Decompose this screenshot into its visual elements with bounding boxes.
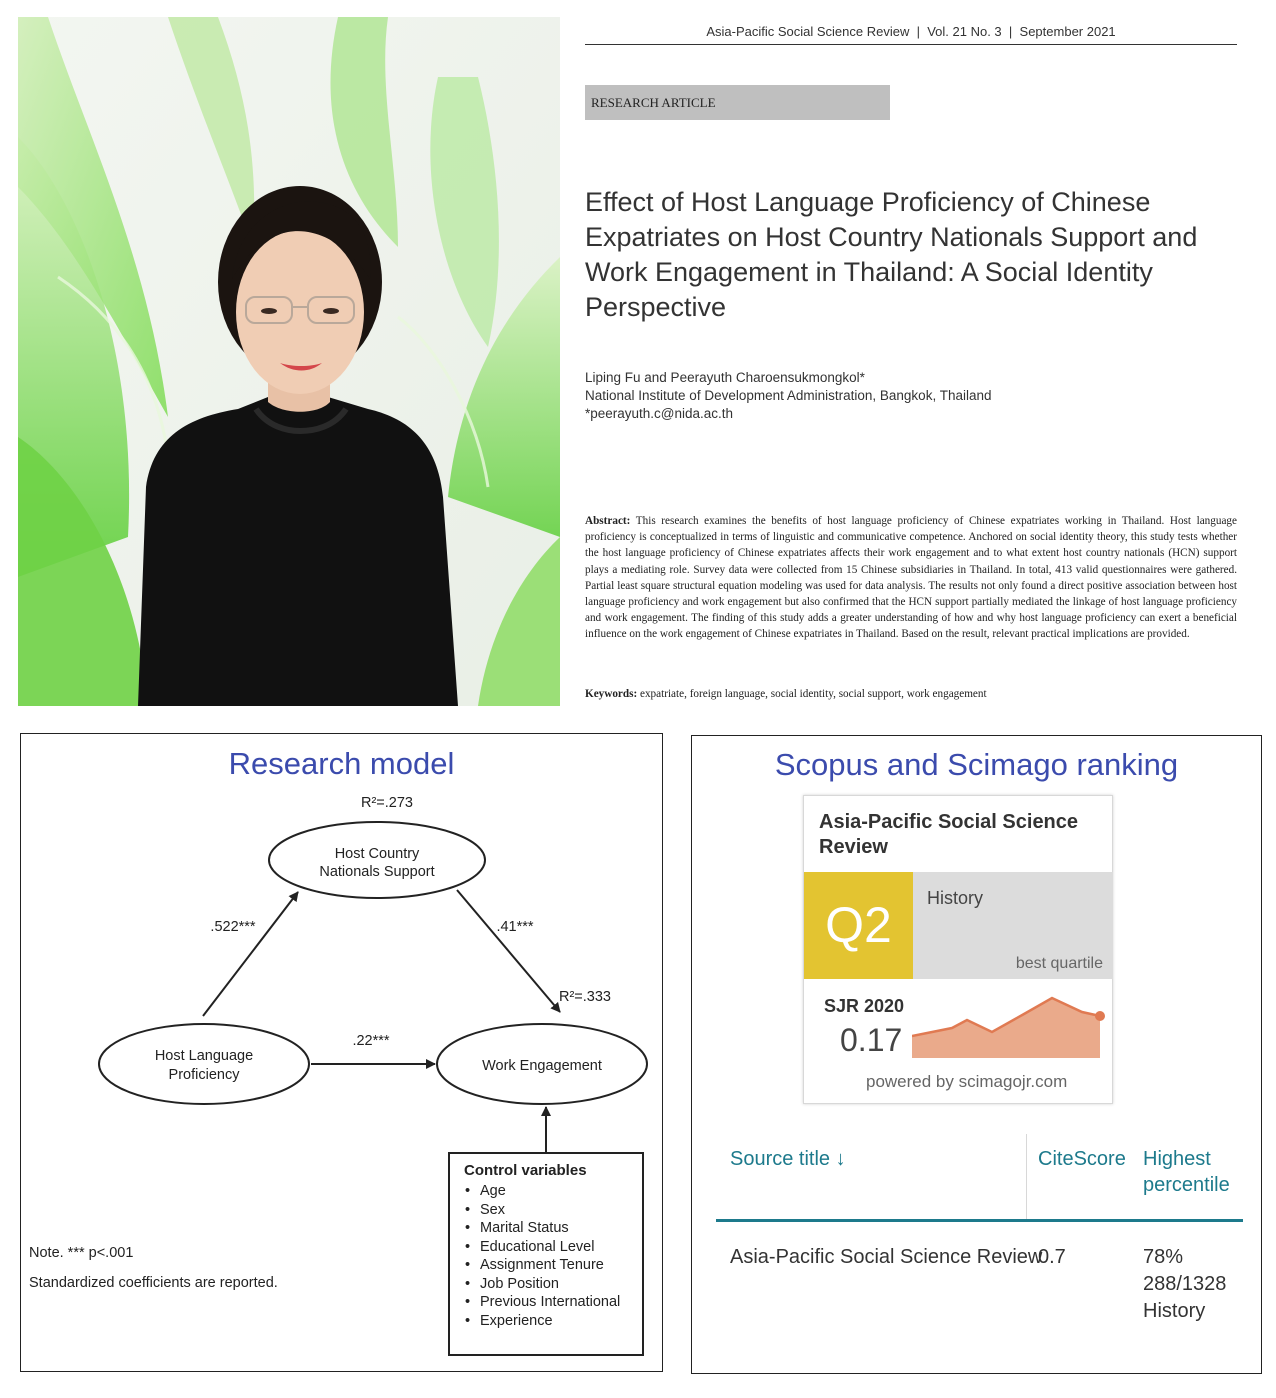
row-percentile <box>1143 1244 1226 1325</box>
control-variable: • Sex <box>464 1201 632 1220</box>
path-hlp-to-hcn <box>203 892 298 1016</box>
journal-volume: Vol. 21 No. 3 <box>927 24 1002 39</box>
node-hlp-label-1: Host Language <box>154 1048 254 1064</box>
coef-hlp-we: .22*** <box>352 1033 390 1049</box>
node-host-language-proficiency <box>99 1024 309 1104</box>
keywords-label: Keywords: <box>585 688 638 700</box>
journal-date: September 2021 <box>1019 24 1116 39</box>
path-hcn-to-we <box>457 890 560 1012</box>
control-variable: • Assignment Tenure <box>464 1256 632 1275</box>
header-divider <box>585 44 1237 45</box>
keywords-text: expatriate, foreign language, social identity, social support, work engagement <box>640 688 987 700</box>
row-percentile-value: 78% <box>1143 1246 1184 1268</box>
col-citescore[interactable]: CiteScore <box>1038 1148 1126 1170</box>
abstract-text: This research examines the benefits of host language proficiency of Chinese expatriates working in Thailand. Host language proficiency is conceptualized in terms of linguistic and communicative competence. Anchored on social identity theory, this study tests whether the host language proficiency of Chinese expatriates affects their work engagement and to what extent host country nationals (HCN) support plays a mediating role. Survey data were collected from 15 Chinese subsidiaries in Thailand. In total, 413 valid questionnaires were gathered. Partial least square structural equation modeling was used for data analysis. The results not only found a direct positive association between host language proficiency and work engagement but also confirmed that the HCN support partially mediated the linkage of host language proficiency and work engagement. The finding of this study adds a greater understanding of how and why host language proficiency can exert a beneficial influence on the work engagement of Chinese expatriates in Thailand. Based on the result, relevant practical implications are provided. <box>585 515 1237 641</box>
author-affiliation: National Institute of Development Administration, Bangkok, Thailand <box>585 388 992 403</box>
control-variable: • Previous International <box>464 1293 632 1312</box>
keywords <box>585 688 1237 700</box>
scimago-widget[interactable] <box>803 795 1113 1104</box>
ranking-title: Scopus and Scimago ranking <box>774 747 1179 782</box>
control-variable: • Age <box>464 1182 632 1201</box>
sjr-value: 0.17 <box>840 1022 903 1058</box>
row-citescore: 0.7 <box>1038 1246 1066 1268</box>
journal-header: Asia-Pacific Social Science Review | Vol. 21 No. 3 | September 2021 <box>706 24 1116 39</box>
author-names: Liping Fu and Peerayuth Charoensukmongkol* <box>585 370 865 385</box>
node-we-label: Work Engagement <box>482 1058 602 1074</box>
article-type-badge: RESEARCH ARTICLE <box>585 85 890 120</box>
control-variable: • Marital Status <box>464 1219 632 1238</box>
sjr-trend-graph <box>912 988 1108 1068</box>
control-variable-continued: • Experience <box>464 1312 632 1331</box>
column-divider <box>1026 1134 1027 1222</box>
scimago-powered-by[interactable]: powered by scimagojr.com <box>866 1072 1068 1091</box>
r2-hcn-label: R²=.273 <box>361 795 413 811</box>
abstract-label: Abstract: <box>585 515 631 527</box>
author-portrait-image <box>18 17 560 706</box>
author-photo <box>18 17 560 706</box>
coef-hlp-hcn: .522*** <box>210 919 256 935</box>
row-percentile-category: History <box>1143 1300 1206 1322</box>
journal-name: Asia-Pacific Social Science Review <box>706 24 910 39</box>
author-email[interactable]: *peerayuth.c@nida.ac.th <box>585 406 734 421</box>
research-model-panel <box>20 733 663 1372</box>
quartile-category-box <box>913 872 1113 979</box>
article-title: Effect of Host Language Proficiency of Chinese Expatriates on Host Country Nationals Support and Work Engagement in Thailand: A Social Identity Perspective <box>585 187 1198 322</box>
row-source-title[interactable]: Asia-Pacific Social Science Review <box>730 1246 1043 1268</box>
control-variable: • Job Position <box>464 1275 632 1294</box>
control-variables-title: Control variables <box>464 1162 587 1179</box>
model-note: Note. *** p<.001 <box>29 1245 134 1261</box>
quartile-category: History <box>927 888 984 908</box>
col-highest-percentile[interactable]: Highest percentile <box>1143 1148 1230 1196</box>
node-hcn-label-2: Nationals Support <box>319 864 435 880</box>
control-variable: • Educational Level <box>464 1238 632 1257</box>
model-note-standardized: Standardized coefficients are reported. <box>29 1275 278 1291</box>
quartile-badge: Q2 <box>804 872 913 979</box>
coef-hcn-we: .41*** <box>496 919 534 935</box>
author-block <box>585 369 1235 423</box>
scimago-journal-name: Asia-Pacific Social Science Review <box>819 811 1079 858</box>
col-source-title[interactable]: Source title ↓ <box>730 1148 846 1170</box>
node-hlp-label-2: Proficiency <box>168 1067 240 1083</box>
research-model-title: Research model <box>228 746 455 781</box>
control-variables-list <box>464 1182 632 1330</box>
sjr-label: SJR 2020 <box>824 996 905 1016</box>
quartile-caption: best quartile <box>1015 955 1103 972</box>
table-header-rule <box>716 1219 1243 1222</box>
row-percentile-rank: 288/1328 <box>1143 1273 1227 1295</box>
control-variables-box <box>448 1152 644 1356</box>
abstract <box>585 513 1237 643</box>
node-hcn-label-1: Host Country <box>334 846 420 862</box>
ranking-panel <box>691 735 1262 1374</box>
sjr-trend-endpoint <box>1095 1011 1105 1021</box>
r2-we-label: R²=.333 <box>559 989 611 1005</box>
